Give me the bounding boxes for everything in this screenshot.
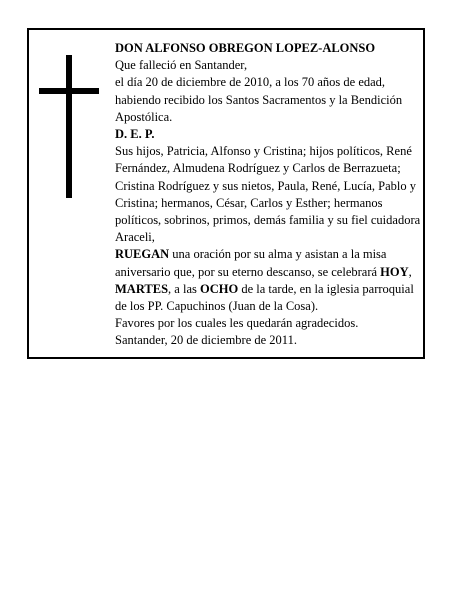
dep-heading: D. E. P. [115, 127, 155, 142]
death-details: el día 20 de diciembre de 2010, a los 70 años de edad, habiendo recibido los Santos Sacramentos y la Bendición Apostólica. [115, 75, 403, 124]
thanks-line: Favores por los cuales les quedarán agradecidos. [115, 316, 359, 331]
death-place-line: Que falleció en Santander, [115, 58, 248, 73]
cross-horizontal-bar [39, 88, 99, 94]
obituary-notice [27, 28, 425, 359]
mass-request-text-1: una oración por su alma y asistan a la misa aniversario que, por su eterno descanso, se celebrará [115, 247, 387, 279]
mass-request-comma: , [408, 264, 412, 279]
deceased-name: DON ALFONSO OBREGON LOPEZ-ALONSO [115, 41, 376, 55]
cross-icon [39, 55, 99, 198]
mass-request [115, 246, 421, 315]
notice-text [115, 40, 421, 350]
ruegan-word: RUEGAN [115, 247, 170, 262]
family-list: Sus hijos, Patricia, Alfonso y Cristina; hijos políticos, René Fernández, Almudena Rodríguez y Carlos de Berrazueta; Cristina Rodríguez y sus nietos, Paula, René, Lucía, Pablo y Cristina; hermanos, César, Carlos y Esther; hermanos políticos, sobrinos, primos, demás familia y su fiel cuidadora Araceli, [115, 144, 421, 245]
mass-request-text-3: de la tarde, en la iglesia parroquial de los PP. Capuchinos (Juan de la Cosa). [115, 281, 414, 314]
mass-request-text-2: , a las [168, 281, 200, 296]
ocho-word: OCHO [199, 281, 239, 296]
hoy-word: HOY [380, 264, 409, 279]
martes-word: MARTES [115, 281, 169, 296]
cross-vertical-bar [66, 55, 72, 198]
place-date-line: Santander, 20 de diciembre de 2011. [115, 333, 297, 348]
